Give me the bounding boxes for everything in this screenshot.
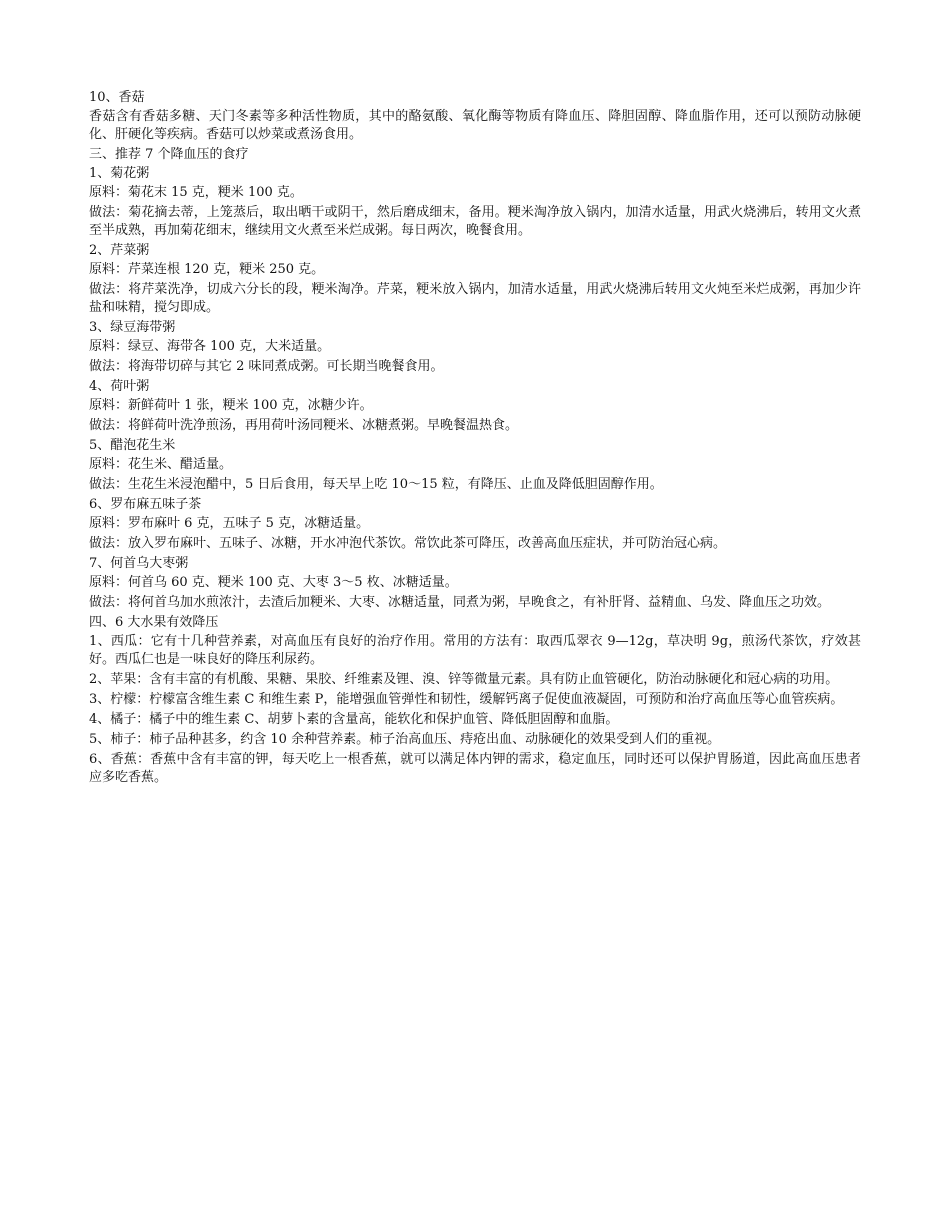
- recipe-4-ingredients: 原料：新鲜荷叶 1 张，粳米 100 克，冰糖少许。: [89, 398, 373, 413]
- recipe-2-title: 2、芹菜粥: [89, 243, 150, 258]
- section4-heading: 四、6 大水果有效降压: [89, 615, 219, 630]
- recipe-2-ingredients: 原料：芹菜连根 120 克，粳米 250 克。: [89, 262, 325, 277]
- recipe-6-method: 做法：放入罗布麻叶、五味子、冰糖，开水冲泡代茶饮。常饮此茶可降压，改善高血压症状，并可防治冠心病。: [89, 536, 727, 551]
- fruit-banana: 6、香蕉：香蕉中含有丰富的钾，每天吃上一根香蕉，就可以满足体内钾的需求，稳定血压，同时还可以保护胃肠道，因此高血压患者应多吃香蕉。: [89, 752, 861, 785]
- recipe-5-method: 做法：生花生米浸泡醋中，5 日后食用，每天早上吃 10～15 粒，有降压、止血及降低胆固醇作用。: [89, 477, 663, 492]
- fruit-persimmon: 5、柿子：柿子品种甚多，约含 10 余种营养素。柿子治高血压、痔疮出血、动脉硬化的效果受到人们的重视。: [89, 732, 721, 747]
- recipe-1-method: 做法：菊花摘去蒂，上笼蒸后，取出晒干或阴干，然后磨成细末，备用。粳米淘净放入锅内，加清水适量，用武火烧沸后，转用文火煮至半成熟，再加菊花细末，继续用文火煮至米烂成粥。每日两次，晚餐食用。: [89, 205, 861, 238]
- recipe-3-method: 做法：将海带切碎与其它 2 味同煮成粥。可长期当晚餐食用。: [89, 359, 444, 374]
- section3-heading: 三、推荐 7 个降血压的食疗: [89, 147, 249, 162]
- fruit-orange: 4、橘子：橘子中的维生素 C、胡萝卜素的含量高，能软化和保护血管、降低胆固醇和血脂。: [89, 712, 619, 727]
- recipe-4-title: 4、荷叶粥: [89, 379, 150, 394]
- recipe-7-title: 7、何首乌大枣粥: [89, 556, 189, 571]
- recipe-6-ingredients: 原料：罗布麻叶 6 克，五味子 5 克，冰糖适量。: [89, 516, 370, 531]
- recipe-4-method: 做法：将鲜荷叶洗净煎汤，再用荷叶汤同粳米、冰糖煮粥。早晚餐温热食。: [89, 418, 519, 433]
- recipe-2-method: 做法：将芹菜洗净，切成六分长的段，粳米淘净。芹菜，粳米放入锅内，加清水适量，用武火烧沸后转用文火炖至米烂成粥，再加少许盐和味精，搅匀即成。: [89, 282, 861, 315]
- recipe-3-title: 3、绿豆海带粥: [89, 320, 176, 335]
- recipe-1-ingredients: 原料：菊花末 15 克，粳米 100 克。: [89, 185, 303, 200]
- recipe-5-ingredients: 原料：花生米、醋适量。: [89, 457, 233, 472]
- recipe-7-method: 做法：将何首乌加水煎浓汁，去渣后加粳米、大枣、冰糖适量，同煮为粥，早晚食之，有补肝肾、益精血、乌发、降血压之功效。: [89, 595, 831, 610]
- recipe-6-title: 6、罗布麻五味子茶: [89, 497, 202, 512]
- fruit-watermelon: 1、西瓜：它有十几种营养素，对高血压有良好的治疗作用。常用的方法有：取西瓜翠衣 9—12g，草决明 9g，煎汤代茶饮，疗效甚好。西瓜仁也是一味良好的降压利尿药。: [89, 634, 861, 667]
- recipe-7-ingredients: 原料：何首乌 60 克、粳米 100 克、大枣 3～5 枚、冰糖适量。: [89, 575, 458, 590]
- recipe-1-title: 1、菊花粥: [89, 166, 150, 181]
- mushroom-heading: 10、香菇: [89, 90, 145, 105]
- recipe-3-ingredients: 原料：绿豆、海带各 100 克，大米适量。: [89, 339, 331, 354]
- fruit-lemon: 3、柠檬：柠檬富含维生素 C 和维生素 P，能增强血管弹性和韧性，缓解钙离子促使血液凝固，可预防和治疗高血压等心血管疾病。: [89, 692, 844, 707]
- document-body: [89, 89, 861, 789]
- recipe-5-title: 5、醋泡花生米: [89, 438, 176, 453]
- mushroom-paragraph: 香菇含有香菇多糖、天门冬素等多种活性物质，其中的酪氨酸、氧化酶等物质有降血压、降胆固醇、降血脂作用，还可以预防动脉硬化、肝硬化等疾病。香菇可以炒菜或煮汤食用。: [89, 109, 861, 142]
- fruit-apple: 2、苹果：含有丰富的有机酸、果糖、果胶、纤维素及锂、溴、锌等微量元素。具有防止血管硬化，防治动脉硬化和冠心病的功用。: [89, 672, 839, 687]
